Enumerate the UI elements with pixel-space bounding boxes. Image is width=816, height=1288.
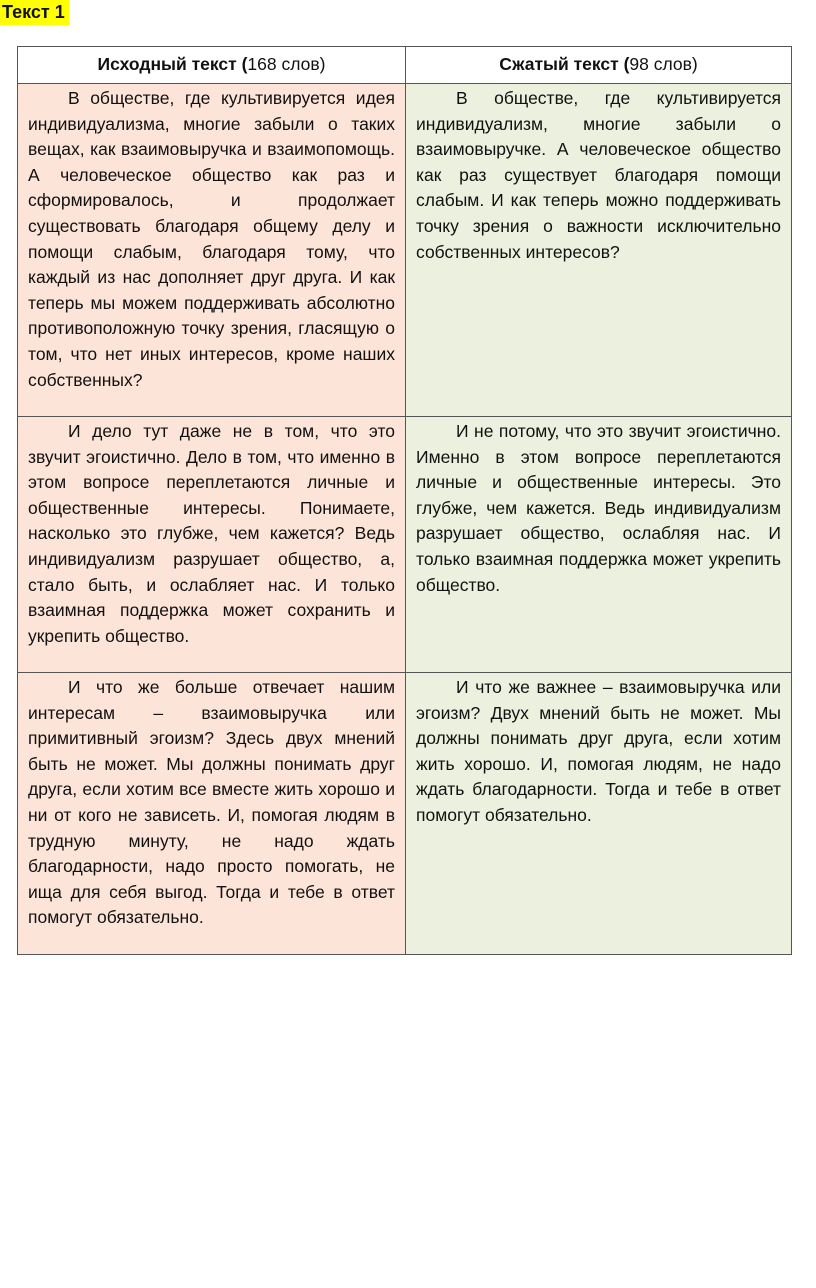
- table-row: [18, 417, 792, 673]
- compressed-paragraph: И что же важнее – взаимовыручка или эгоизм? Двух мнений быть не может. Мы должны понимать друг друга, если хотим жить хорошо. И, помогая людям, не надо ждать благодарности. Тогда и тебе в ответ помогут обязательно.: [416, 677, 781, 825]
- document-title: Текст 1: [0, 0, 69, 25]
- table-header-row: [18, 47, 792, 84]
- table-row: [18, 673, 792, 955]
- compressed-paragraph: В обществе, где культивируется индивидуализм, многие забыли о взаимовыручке. А человеческое общество как раз существует благодаря помощи слабым. И как теперь можно поддерживать точку зрения о важности исключительно собственных интересов?: [416, 88, 781, 262]
- source-paragraph-cell: [18, 417, 406, 673]
- compressed-column-header: [406, 47, 792, 84]
- source-paragraph: И дело тут даже не в том, что это звучит эгоистично. Дело в том, что именно в этом вопросе переплетаются личные и общественные интересы. Понимаете, насколько это глубже, чем кажется? Ведь индивидуализм разрушает общество, а, стало быть, и ослабляет нас. И только взаимная поддержка может сохранить и укрепить общество.: [28, 421, 395, 646]
- source-paragraph-cell: [18, 673, 406, 955]
- compressed-paragraph: И не потому, что это звучит эгоистично. Именно в этом вопросе переплетаются личные и общественные интересы. Это глубже, чем кажется. Ведь индивидуализм разрушает общество, ослабляя нас. И только взаимная поддержка может укрепить общество.: [416, 421, 781, 595]
- table-row: [18, 84, 792, 417]
- source-paragraph: В обществе, где культивируется идея индивидуализма, многие забыли о таких вещах, как взаимовыручка и взаимопомощь. А человеческое общество как раз и сформировалось, и продолжает существовать благодаря общему делу и помощи слабым, благодаря тому, что каждый из нас дополняет друг друга. И как теперь мы можем поддерживать абсолютно противоположную точку зрения, гласящую о том, что нет иных интересов, кроме наших собственных?: [28, 88, 395, 390]
- source-header-label: Исходный текст (: [97, 54, 248, 75]
- source-paragraph: И что же больше отвечает нашим интересам – взаимовыручка или примитивный эгоизм? Здесь двух мнений быть не может. Мы должны понимать друг друга, если хотим все вместе жить хорошо и ни от кого не зависеть. И, помогая людям в трудную минуту, не надо ждать благодарности, надо просто помогать, не ища для себя выгод. Тогда и тебе в ответ помогут обязательно.: [28, 677, 395, 928]
- compressed-header-count: 98 слов): [629, 54, 698, 75]
- compressed-header-label: Сжатый текст (: [499, 54, 630, 75]
- comparison-table: [17, 46, 792, 955]
- compressed-paragraph-cell: [406, 673, 792, 955]
- compressed-paragraph-cell: [406, 417, 792, 673]
- compressed-paragraph-cell: [406, 84, 792, 417]
- source-column-header: [18, 47, 406, 84]
- source-header-count: 168 слов): [247, 54, 326, 75]
- source-paragraph-cell: [18, 84, 406, 417]
